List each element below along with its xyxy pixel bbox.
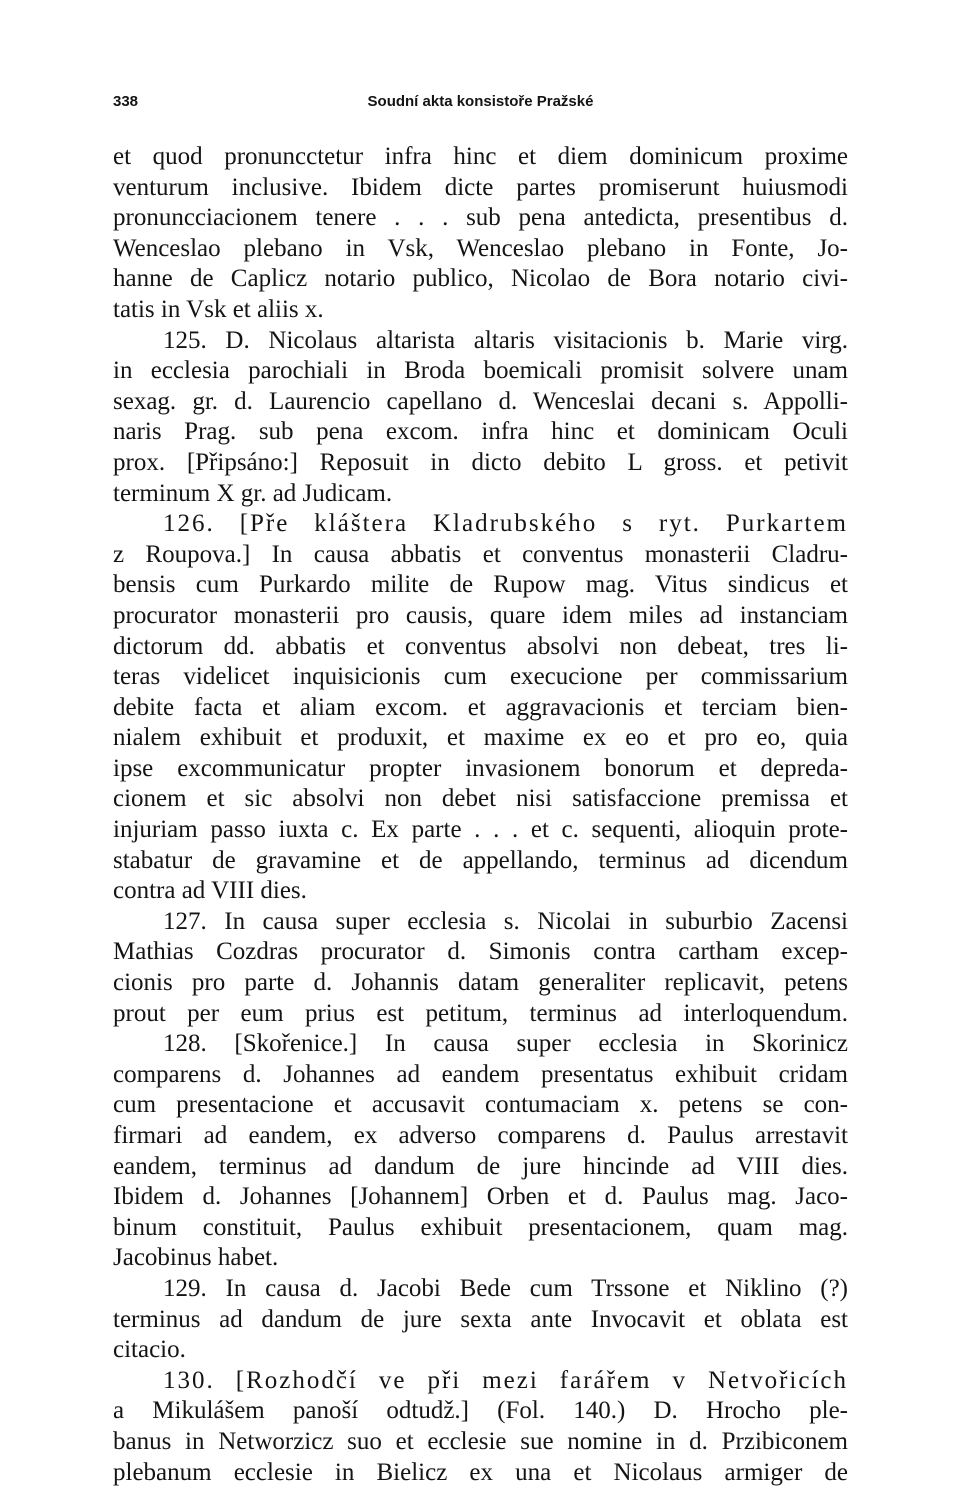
text-line: cum presentacione et accusavit contumaciam x. petens se con- <box>113 1091 848 1119</box>
text-line: debite facta et aliam excom. et aggravacionis et terciam bien- <box>113 693 848 721</box>
text-line: procurator monasterii pro causis, quare idem miles ad instanciam <box>113 601 848 629</box>
text-line: et quod pronuncctetur infra hinc et diem dominicum proxime <box>113 143 848 170</box>
text-line: terminus ad dandum de jure sexta ante Invocavit et oblata est <box>113 1305 848 1333</box>
running-title: Soudní akta konsistoře Pražské <box>367 93 594 110</box>
text-line: z Roupova.] In causa abbatis et conventus monasterii Cladru- <box>113 540 848 568</box>
text-line: contra ad VIII dies. <box>113 877 307 905</box>
text-line: a Mikulášem panoší odtudž.] (Fol. 140.) D. Hrocho ple- <box>113 1397 848 1425</box>
text-line: comparens d. Johannes ad eandem presentatus exhibuit cridam <box>113 1060 848 1088</box>
text-line: in ecclesia parochiali in Broda boemicali promisit solvere unam <box>113 357 848 385</box>
text-line: Ibidem d. Johannes [Johannem] Orben et d. Paulus mag. Jaco- <box>113 1183 848 1211</box>
page-number: 338 <box>113 93 139 110</box>
text-line: prox. [Připsáno:] Reposuit in dicto debito L gross. et petivit <box>113 448 848 476</box>
text-line: eandem, terminus ad dandum de jure hincinde ad VIII dies. <box>113 1152 848 1180</box>
text-line: plebanum ecclesie in Bielicz ex una et Nicolaus armiger de <box>113 1458 848 1486</box>
text-line: nialem exhibuit et produxit, et maxime ex eo et pro eo, quia <box>113 724 848 752</box>
text-line: ipse excommunicatur propter invasionem bonorum et depreda- <box>113 754 848 782</box>
text-line: banus in Networzicz suo et ecclesie sue nomine in d. Przibiconem <box>113 1427 848 1455</box>
body-text <box>113 142 848 1488</box>
text-line: pronuncciacionem tenere . . . sub pena antedicta, presentibus d. <box>113 204 848 232</box>
text-line: dictorum dd. abbatis et conventus absolvi non debeat, tres li- <box>113 632 848 660</box>
text-line: Wenceslao plebano in Vsk, Wenceslao plebano in Fonte, Jo- <box>113 234 848 262</box>
text-line: citacio. <box>113 1336 186 1364</box>
text-line: venturum inclusive. Ibidem dicte partes promiserunt huiusmodi <box>113 173 848 201</box>
text-line: cionem et sic absolvi non debet nisi satisfaccione premissa et <box>113 785 848 813</box>
entry-127-start: 127. In causa super ecclesia s. Nicolai in suburbio Zacensi <box>163 907 848 935</box>
text-line: binum constituit, Paulus exhibuit presentacionem, quam mag. <box>113 1213 848 1241</box>
page-header <box>113 88 848 114</box>
entry-129-start: 129. In causa d. Jacobi Bede cum Trssone et Niklino (?) <box>163 1274 848 1302</box>
text-line: bensis cum Purkardo milite de Rupow mag. Vitus sindicus et <box>113 571 848 599</box>
text-line: stabatur de gravamine et de appellando, terminus ad dicendum <box>113 846 848 874</box>
text-line: teras videlicet inquisicionis cum execucione per commissarium <box>113 663 848 691</box>
text-line: cionis pro parte d. Johannis datam generaliter replicavit, petens <box>113 969 848 997</box>
text-line: Jacobinus habet. <box>113 1244 279 1272</box>
text-line: hanne de Caplicz notario publico, Nicolao de Bora notario civi- <box>113 265 848 293</box>
entry-125-start: 125. D. Nicolaus altarista altaris visitacionis b. Marie virg. <box>163 326 848 354</box>
entry-126-start: 126. [Pře kláštera Kladrubského s ryt. Purkartem <box>163 510 848 538</box>
text-line: sexag. gr. d. Laurencio capellano d. Wenceslai decani s. Appolli- <box>113 387 848 415</box>
text-line: Mathias Cozdras procurator d. Simonis contra cartham excep- <box>113 938 848 966</box>
text-line: naris Prag. sub pena excom. infra hinc et dominicam Oculi <box>113 418 848 446</box>
text-line: terminum X gr. ad Judicam. <box>113 479 393 507</box>
text-line: prout per eum prius est petitum, terminus ad interloquendum. <box>113 999 848 1027</box>
text-line: tatis in Vsk et aliis x. <box>113 295 324 323</box>
entry-130-start: 130. [Rozhodčí ve při mezi farářem v Netvořicích <box>163 1366 848 1394</box>
text-line: injuriam passo iuxta c. Ex parte . . . et c. sequenti, alioquin prote- <box>113 816 848 844</box>
entry-128-start: 128. [Skořenice.] In causa super ecclesia in Skorinicz <box>163 1030 848 1058</box>
text-line: firmari ad eandem, ex adverso comparens d. Paulus arrestavit <box>113 1122 848 1149</box>
